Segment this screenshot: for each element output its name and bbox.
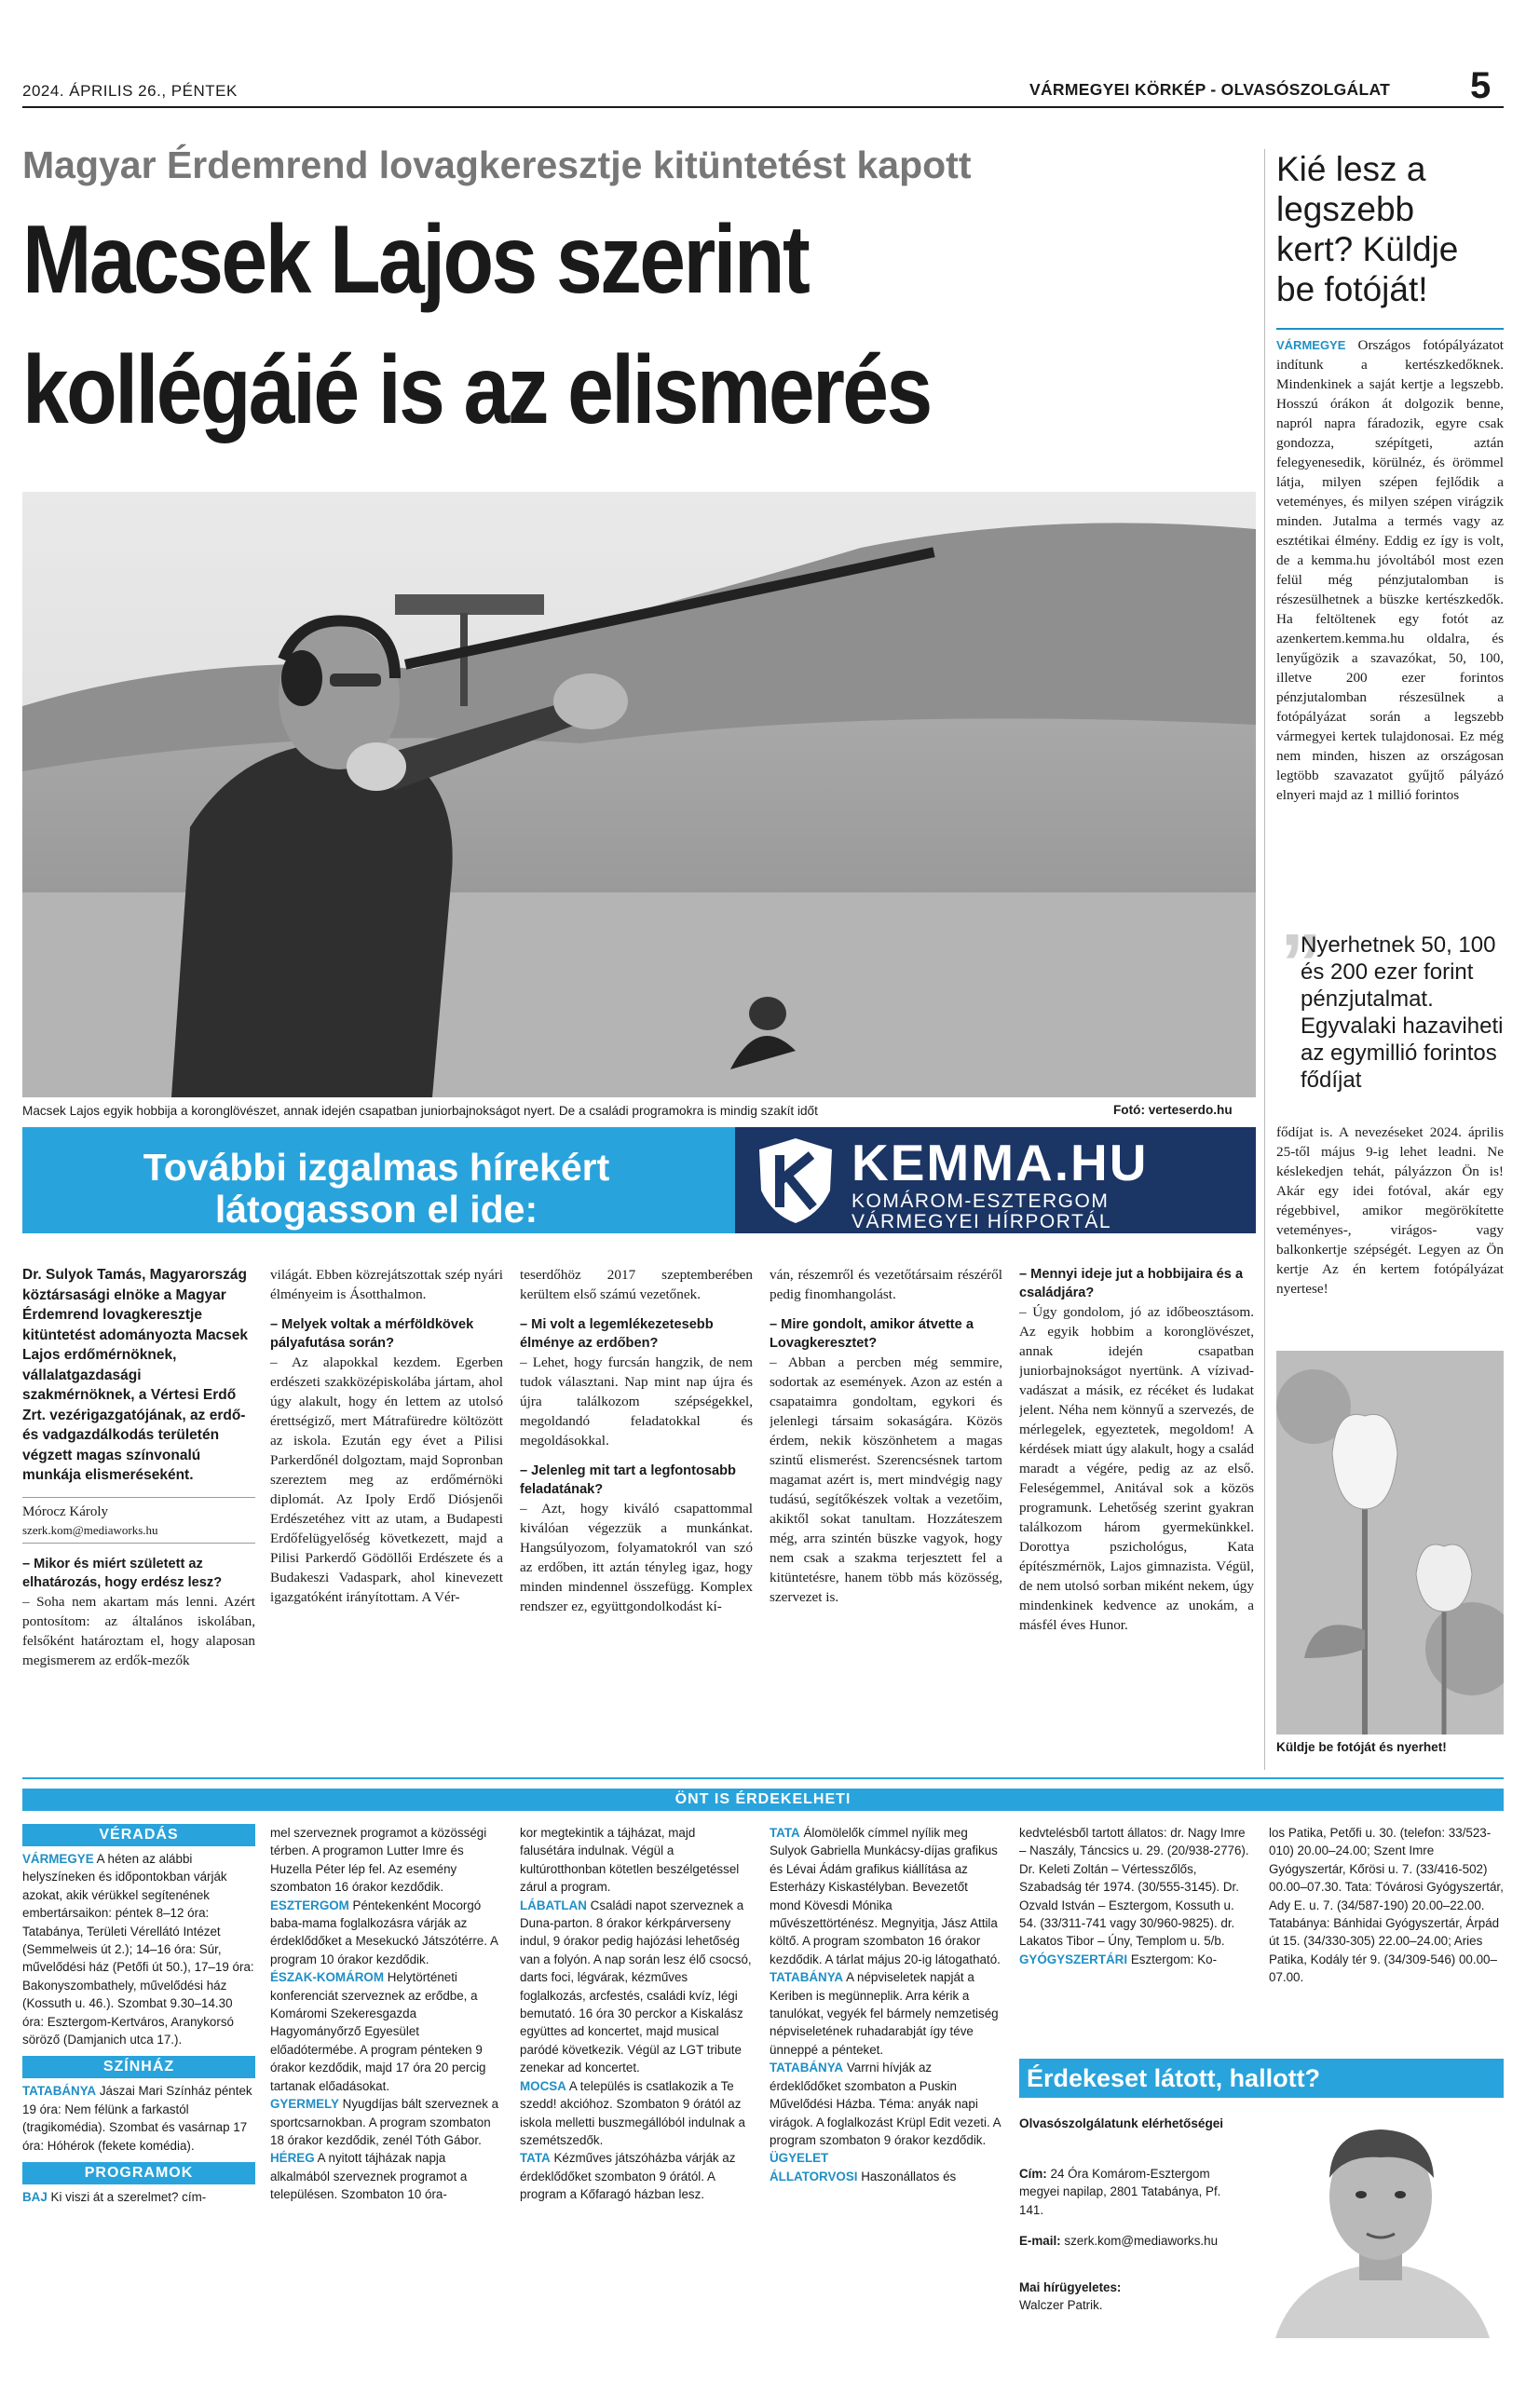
answer: – Az alapokkal kezdem. Egerben erdészeti szakközépiskolába jártam, ahol úgy alakult, hogy én lettem az utolsó érettségiző, mert Mátrafüredre költözött az iskola. Ezután egy évet a Pilisi Parkerdőnél dolgoztam, majd Sopronban szereztem meg az erdőmérnöki diplomát. Az Ipoly Erdő Diósjenői Erdészetéhez vitt az utam, a Budapesti Erdőfelügyelőség következett, majd a Pilisi Parkerdő Gödöllői Erdészete és a Budakeszi Vadaspark, ahol kinevezett igazgatóként irányítottam. A Vér- <box>270 1354 503 1605</box>
question: – Mi volt a legemlékezetesebb élménye az erdőben? <box>520 1317 714 1351</box>
sidebar-rule <box>1276 328 1504 330</box>
article-title-line1: Macsek Lajos szerint <box>22 206 809 314</box>
list-item: ÜGYELET <box>770 2151 829 2166</box>
program-heading: PROGRAMOK <box>22 2162 255 2184</box>
list-item: TATABÁNYA Jászai Mari Színház péntek 19 óra: Nem félünk a farkastól (tragikomédia). Szombat és vasárnap 17 óra: Hóhérok (fekete komédia). <box>22 2084 252 2153</box>
szinhaz-heading: SZÍNHÁZ <box>22 2056 255 2078</box>
sidebar-tag: VÁRMEGYE <box>1276 338 1346 352</box>
article-col-1 <box>22 1265 255 1777</box>
answer: – Azt, hogy kiváló csapattommal kiválóan végezzük a munkánkat. Hangsúlyozom, folyamatokról van szó az erdőben, itt aztán tényleg igaz, hogy minden mindennel összefügg. Komplex rendszer ez, együttgondolkodást kí- <box>520 1501 753 1614</box>
list-item: MOCSA A település is csatlakozik a Te szedd! akcióhoz. Szombaton 9 órától az iskola melletti buszmegállóból indulnak a szemétszedők. <box>520 2078 745 2147</box>
list-item: ESZTERGOM Péntekenként Mocorgó baba-mama foglalkozásra várják az érdeklődőket a Mesekuckó Játszótérre. A program 10 órakor kezdődik. <box>270 1898 498 1966</box>
question: – Jelenleg mit tart a legfontosabb feladatának? <box>520 1463 736 1497</box>
article-col-5 <box>1019 1265 1254 1777</box>
shield-logo-icon <box>754 1135 838 1226</box>
list-item: TATABÁNYA Varrni hívják az érdeklődőket szombaton a Puskin Művelődési Házba. Téma: anyák napi virágok. A foglalkozást Krüpl Edit vezeti. A program szombaton 9 órakor kezdődik. <box>770 2061 1001 2147</box>
sidebar-text-2 <box>1276 1122 1504 1327</box>
sidebar-text: Országos fotópályázatot indítunk a kertészkedőknek. Mindenkinek a saját kertje a legszebb. Hosszú órákon át dolgozik benne, napról napra fáradozik, egyre csak gondozza, szépítgeti, aztán felegyenesedik, körülnéz, és örömmel látja, milyen szépen fejlődik a veteményes, és milyen szépen virágzik minden. Jutalma a termés vagy az esztétikai élmény. Eddig ez így is volt, de a kemma.hu jóvoltából most ezen felül még pénzjutalomban is részesülhetnek a büszke kertészkedők. Ha feltöltenek egy fotót az azenkertem.kemma.hu oldalra, és lenyűgözik a szavazókat, 50, 100, illetve 200 ezer forintos pénzjutalomban részesülnek a fotópályázat során a legszebb vármegyei kertek tulajdonosai. Ez még nem minden, hiszen az országosan legtöbb szavazatot gyűjtő pályázó elnyeri majd az 1 millió forintos <box>1276 337 1504 803</box>
paragraph: világát. Ebben közrejátszottak szép nyári élményeim is Ásotthalmon. <box>270 1267 503 1302</box>
banner-sub1: KOMÁROM-ESZTERGOM <box>852 1190 1110 1212</box>
main-photo <box>22 492 1256 1097</box>
answer: – Soha nem akartam más lenni. Azért pontosítom: az általános iskolában, felsőként határoztam el, hogy alaposan megismerem az erdők-mezők <box>22 1593 255 1668</box>
bottom-heading: ÖNT IS ÉRDEKELHETI <box>22 1789 1504 1811</box>
list-item: VÁRMEGYE A héten az alábbi helyszíneken és időpontokban várják azokat, akik vérükkel segítenének embertársaikon: péntek 8–12 óra: Tatabánya, Területi Vérellátó Intézet (Semmelweis út 2.); 14–16 óra: Súr, művelődési ház (Petőfi út 50.), 17–19 óra: Bakonyszombathely, művelődési ház (Kossuth u. 46.). Szombat 9.30–14.30 óra: Esztergom-Kertváros, Aranykorsó söröző (Damjanich utca 17.). <box>22 1852 254 2047</box>
sidebar-text-1 <box>1276 335 1504 932</box>
bottom-col-5 <box>1019 1824 1252 2047</box>
kemma-banner[interactable] <box>22 1127 1256 1233</box>
photo-caption: Macsek Lajos egyik hobbija a koronglövészet, annak idején csapatban juniorbajnokságot nyert. De a családi programokra is mindig szakít időt <box>22 1104 818 1118</box>
question: – Mennyi ideje jut a hobbijaira és a családjára? <box>1019 1267 1244 1300</box>
list-item: BAJ Ki viszi át a szerelmet? cím- <box>22 2190 207 2205</box>
answer: – Úgy gondolom, jó az időbeosztásom. Az egyik hobbim a koronglövészet, annak idején csapatban juniorbajnokságot nyertünk. A vízivad-vadászat a másik, ez récéket és ludakat jelent. Néha nem könnyű a szervezés, de mérlegelek, egyeztetek, megoldom! A kérdések miatt úgy alakult, hogy a család maradt a végére, pedig az az első. Feleségemmel, Anitával sok a közös programunk. Lehetőség szerint gyakran találkozom három gyermekünkkel. Dorottya pszichológus, Kata építészmérnök, Lajos gimnazista. Végül, de nem utolsó sorban miként nekem, úgy mindenkinek kedvence az unokám, a másfél éves Hunor. <box>1019 1304 1254 1633</box>
page-number: 5 <box>1470 65 1492 106</box>
contact-box <box>1019 2059 1504 2338</box>
article-title-line2: kollégáié is az elismerés <box>22 336 931 444</box>
bottom-col-6 <box>1269 1824 1504 2047</box>
contact-email[interactable]: E-mail: szerk.kom@mediaworks.hu <box>1019 2234 1219 2248</box>
contact-subtitle: Olvasószolgálatunk elérhetőségei <box>1019 2116 1224 2130</box>
tulip-caption: Küldje be fotóját és nyerhet! <box>1276 1740 1447 1754</box>
bottom-col-3 <box>520 1824 753 2346</box>
portrait-illustration <box>1257 2103 1504 2338</box>
list-item: TATA Kézműves játszóházba várják az érdeklődőket szombaton 9 órától. A program a Kőfaragó házban lesz. <box>520 2151 736 2202</box>
paragraph: ván, részemről és vezetőtársaim részéről pedig finomhangolást. <box>770 1267 1002 1302</box>
list-item: TATA Álomölelők címmel nyílik meg Sulyok Gabriella Munkácsy-díjas grafikus és Lévai Ádám grafikus kiállítása az Esterházy Kiskastélyban. Bevezetőt mond Kövesdi Mónika művészettörténész. Megnyitja, Jász Attila költő. A program szombaton 16 órakor kezdődik. A tárlat május 20-ig látogatható. <box>770 1826 1001 1966</box>
article-kicker: Magyar Érdemrend lovagkeresztje kitüntetést kapott <box>22 143 972 186</box>
header-date: 2024. ÁPRILIS 26., PÉNTEK <box>22 82 238 100</box>
banner-line1: További izgalmas hírekért <box>143 1146 610 1189</box>
veradas-heading: VÉRADÁS <box>22 1824 255 1846</box>
photo-credit: Fotó: verteserdo.hu <box>1113 1103 1233 1117</box>
article-col-2 <box>270 1265 503 1777</box>
list-item: GYERMELY Nyugdíjas bált szerveznek a sportcsarnokban. A program szombaton 18 órakor kezdődik, zenél Tóth Gábor. <box>270 2097 499 2147</box>
banner-sub2: VÁRMEGYEI HÍRPORTÁL <box>852 1211 1112 1232</box>
list-item: GYÓGYSZERTÁRI Esztergom: Ko- <box>1019 1952 1218 1966</box>
byline-rule-2 <box>22 1543 255 1544</box>
author-email: szerk.kom@mediaworks.hu <box>22 1522 158 1537</box>
list-item: ÁLLATORVOSI Haszonállatos és <box>770 2169 957 2184</box>
byline-rule <box>22 1497 255 1498</box>
pharmacy-text: los Patika, Petőfi u. 30. (telefon: 33/523-010) 20.00–24.00; Szent Imre Gyógyszertár, Kőrösi u. 7. (33/416-502) 00.00–07.30. Tata: Tóvárosi Gyógyszertár, Ady E. u. 7. (34/587-190) 20.00–22.00. Tatabánya: Bánhidai Gyógyszertár, Árpád út 15. (34/330-305) 22.00–24.00; Aries Patika, Kodály tér 9. (34/309-546) 00.00–07.00. <box>1269 1826 1504 1985</box>
sidebar-text-cont: fődíjat is. A nevezéseket 2024. április 25-től május 9-ig lehet leadni. Ne késlekedjen tehát, pályázzon Ön is! Akár egy idei fotóval, akár egy régebbivel, amikor megörökítette veteményes-, virágos- vagy balkonkertje szépségét. Legyen az Ön kertje Az én kertem fotópályázat nyertese! <box>1276 1124 1504 1297</box>
paragraph: teserdőhöz 2017 szeptemberében kerültem első számú vezetőnek. <box>520 1267 753 1302</box>
list-item: HÉREG A nyitott tájházak napja alkalmából szerveznek programot a településen. Szombaton 10 óra- <box>270 2151 468 2202</box>
contact-address: Cím: 24 Óra Komárom-Esztergom megyei napilap, 2801 Tatabánya, Pf. 141. <box>1019 2167 1221 2217</box>
banner-line2: látogasson el ide: <box>214 1188 538 1231</box>
list-item: LÁBATLAN Családi napot szerveznek a Duna-parton. 8 órakor kérkpárverseny indul, 9 órakor pedig hajózási lehetőség van a folyón. A nap során lesz élő csocsó, darts foci, légvárak, kézműves foglalkozás, arcfestés, családi kvíz, légi bemutató. 16 óra 30 perckor a Kiskalász együttes ad koncertet, majd musical paródé következik. Végül az LGT tribute zenekar ad koncertet. <box>520 1898 752 2075</box>
sidebar-divider <box>1264 149 1265 1770</box>
tulip-photo <box>1276 1351 1504 1735</box>
banner-left <box>22 1127 735 1233</box>
bottom-rule <box>22 1777 1504 1779</box>
list-item: TATABÁNYA A népviseletek napját a Keriben is megünneplik. Arra kérik a tanulókat, vegyék fel bármely nemzetiség népviseletének ruhadarabját így téve ünneppé a pénteket. <box>770 1970 999 2057</box>
editor-portrait <box>1257 2103 1504 2338</box>
sidebar-quote: Nyerhetnek 50, 100 és 200 ezer forint pénzjutalmat. Egyvalaki hazaviheti az egymillió forintos fődíjat <box>1301 932 1504 1093</box>
list-item: kedvtelésből tartott állatos: dr. Nagy Imre – Naszály, Táncsics u. 29. (20/938-2776). Dr. Keleti Zoltán – Vértesszőlős, Szabadság tér 1974. (30/555-3145). Dr. Ozvald István – Esztergom, Kossuth u. 54. (33/311-741 vagy 30/960-9825). dr. Lakatos Tibor – Úny, Templom u. 5/b. <box>1019 1826 1249 1949</box>
quote-mark-icon: ” <box>1280 918 1322 1011</box>
tulip-illustration <box>1276 1351 1504 1735</box>
list-item: mel szerveznek programot a közösségi térben. A programon Lutter Imre és Huzella Péter lép fel. Az esemény szombaton 16 órakor kezdődik. <box>270 1826 487 1895</box>
article-col-3 <box>520 1265 753 1777</box>
question: – Mire gondolt, amikor átvette a Lovagkeresztet? <box>770 1317 974 1351</box>
contact-title: Érdekeset látott, hallott? <box>1019 2059 1504 2098</box>
article-lead: Dr. Sulyok Tamás, Magyarország köztársasági elnöke a Magyar Érdemrend lovagkeresztje kitüntetést adományozta Macsek Lajos erdőmérnöknek, vállalatgazdasági szakmérnöknek, a Vértesi Erdő Zrt. vezérigazgatójának, az erdő- és vadgazdálkodás területén végzett magas színvonalú munkája elismeréseként. <box>22 1267 249 1483</box>
bottom-col-2 <box>270 1824 503 2346</box>
question: – Melyek voltak a mérföldkövek pályafutása során? <box>270 1317 474 1351</box>
bottom-col-4 <box>770 1824 1002 2346</box>
answer: – Abban a percben még semmire, sodortak az események. Azon az estén a csapataimra gondoltam, egykori és jelenlegi társaim sokaságára. Közös érdem, nekik köszönhetem a magas szintű elismerést. Szerencsésnek tartom magamat azért is, mert mindvégig nagy tudású, segítőkészek voltak a vezetőim, akiktől sokat tanultam. Hozzáteszem még, arra szintén büszke vagyok, hogy nem csak a szakma terjesztett fel a kitüntetésre, hanem több más közösség, szervezet is. <box>770 1354 1002 1605</box>
banner-brand: KEMMA.HU <box>852 1134 1149 1191</box>
header-section: VÁRMEGYEI KÖRKÉP - OLVASÓSZOLGÁLAT <box>1029 80 1391 99</box>
article-col-4 <box>770 1265 1002 1777</box>
header-rule <box>22 106 1504 108</box>
banner-right <box>735 1127 1256 1233</box>
shooter-photo-illustration <box>22 492 1256 1097</box>
answer: – Lehet, hogy furcsán hangzik, de nem tudok választani. Nap mint nap újra és újra találkozom szépségekkel, megoldandó feladatokkal és megoldásokkal. <box>520 1354 753 1449</box>
author-name: Mórocz Károly <box>22 1503 109 1519</box>
list-item: ÉSZAK-KOMÁROM Helytörténeti konferenciát szerveznek az erődbe, a Komáromi Szekeresgazda Hagyományőrző Egyesület előadótermébe. A program pénteken 9 órakor kezdődik, majd 17 óra 20 percig tartanak előadásokat. <box>270 1970 486 2093</box>
contact-editor: Mai hírügyeletes: Walczer Patrik. <box>1019 2280 1122 2313</box>
question: – Mikor és miért született az elhatározás, hogy erdész lesz? <box>22 1556 223 1590</box>
bottom-col-1 <box>22 1824 255 2346</box>
list-item: kor megtekintik a tájházat, majd falusétára indulnak. Végül a kultúrotthonban kötetlen beszélgetéssel zárul a program. <box>520 1826 740 1895</box>
sidebar-title: Kié lesz a legszebb kert? Küldje be fotóját! <box>1276 150 1459 308</box>
